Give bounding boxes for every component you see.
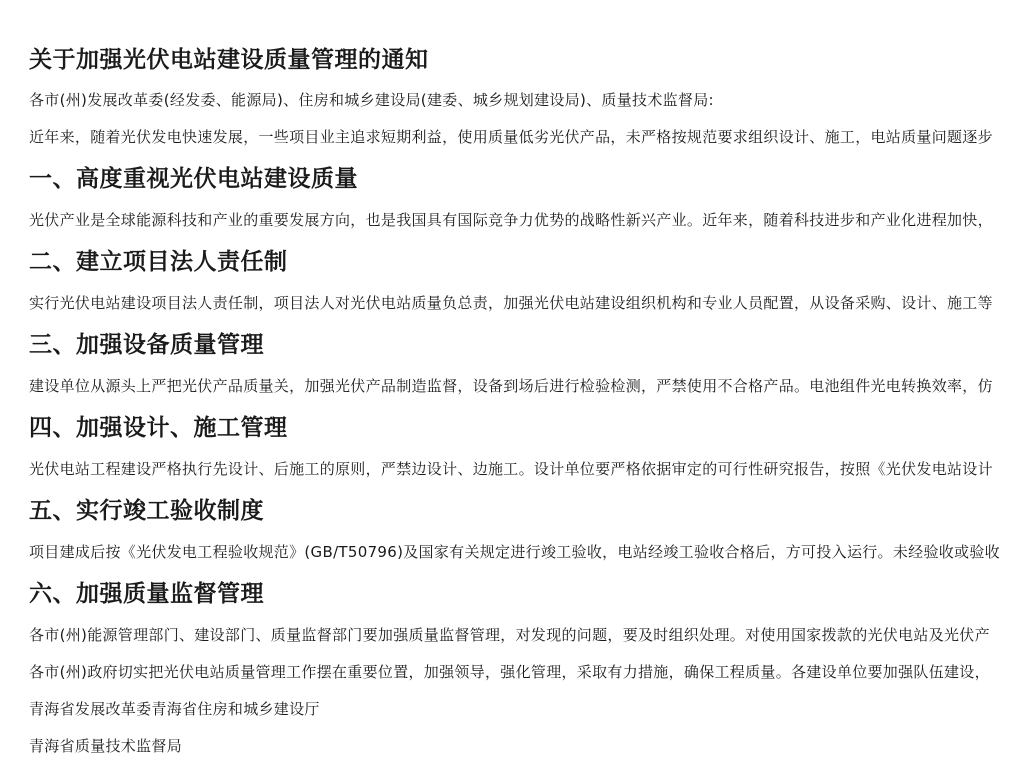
section-text-5: 项目建成后按《光伏发电工程验收规范》(GB/T50796)及国家有关规定进行竣工验收，电站经竣工验收合格后，方可投入运行。未经验收或验收 [29, 543, 1000, 561]
addressee-paragraph: 各市(州)发展改革委(经发委、能源局)、住房和城乡建设局(建委、城乡规划建设局)、质量技术监督局: [29, 91, 714, 109]
document-title: 关于加强光伏电站建设质量管理的通知 [29, 47, 429, 73]
section-text-1: 光伏产业是全球能源科技和产业的重要发展方向，也是我国具有国际竞争力优势的战略性新兴产业。近年来，随着科技进步和产业化进程加快， [29, 211, 993, 229]
section-text-4: 光伏电站工程建设严格执行先设计、后施工的原则，严禁边设计、边施工。设计单位要严格依据审定的可行性研究报告，按照《光伏发电站设计 [29, 460, 993, 478]
closing-paragraph: 各市(州)政府切实把光伏电站质量管理工作摆在重要位置，加强领导，强化管理，采取有力措施，确保工程质量。各建设单位要加强队伍建设， [29, 663, 990, 681]
section-text-2: 实行光伏电站建设项目法人责任制，项目法人对光伏电站质量负总责，加强光伏电站建设组织机构和专业人员配置，从设备采购、设计、施工等 [29, 294, 993, 312]
section-heading-6: 六、加强质量监督管理 [29, 581, 264, 607]
signature-line-1: 青海省发展改革委青海省住房和城乡建设厅 [29, 700, 320, 718]
section-heading-1: 一、高度重视光伏电站建设质量 [29, 166, 358, 192]
section-text-6: 各市(州)能源管理部门、建设部门、质量监督部门要加强质量监督管理，对发现的问题，要及时组织处理。对使用国家拨款的光伏电站及光伏产 [29, 626, 990, 644]
section-text-3: 建设单位从源头上严把光伏产品质量关，加强光伏产品制造监督，设备到场后进行检验检测，严禁使用不合格产品。电池组件光电转换效率，仿 [29, 377, 993, 395]
section-heading-2: 二、建立项目法人责任制 [29, 249, 288, 275]
intro-paragraph: 近年来，随着光伏发电快速发展，一些项目业主追求短期利益，使用质量低劣光伏产品，未严格按规范要求组织设计、施工，电站质量问题逐步 [29, 128, 993, 146]
document-body [29, 42, 1024, 765]
section-heading-4: 四、加强设计、施工管理 [29, 415, 288, 441]
signature-line-2: 青海省质量技术监督局 [29, 737, 183, 755]
section-heading-5: 五、实行竣工验收制度 [29, 498, 264, 524]
section-heading-3: 三、加强设备质量管理 [29, 332, 264, 358]
